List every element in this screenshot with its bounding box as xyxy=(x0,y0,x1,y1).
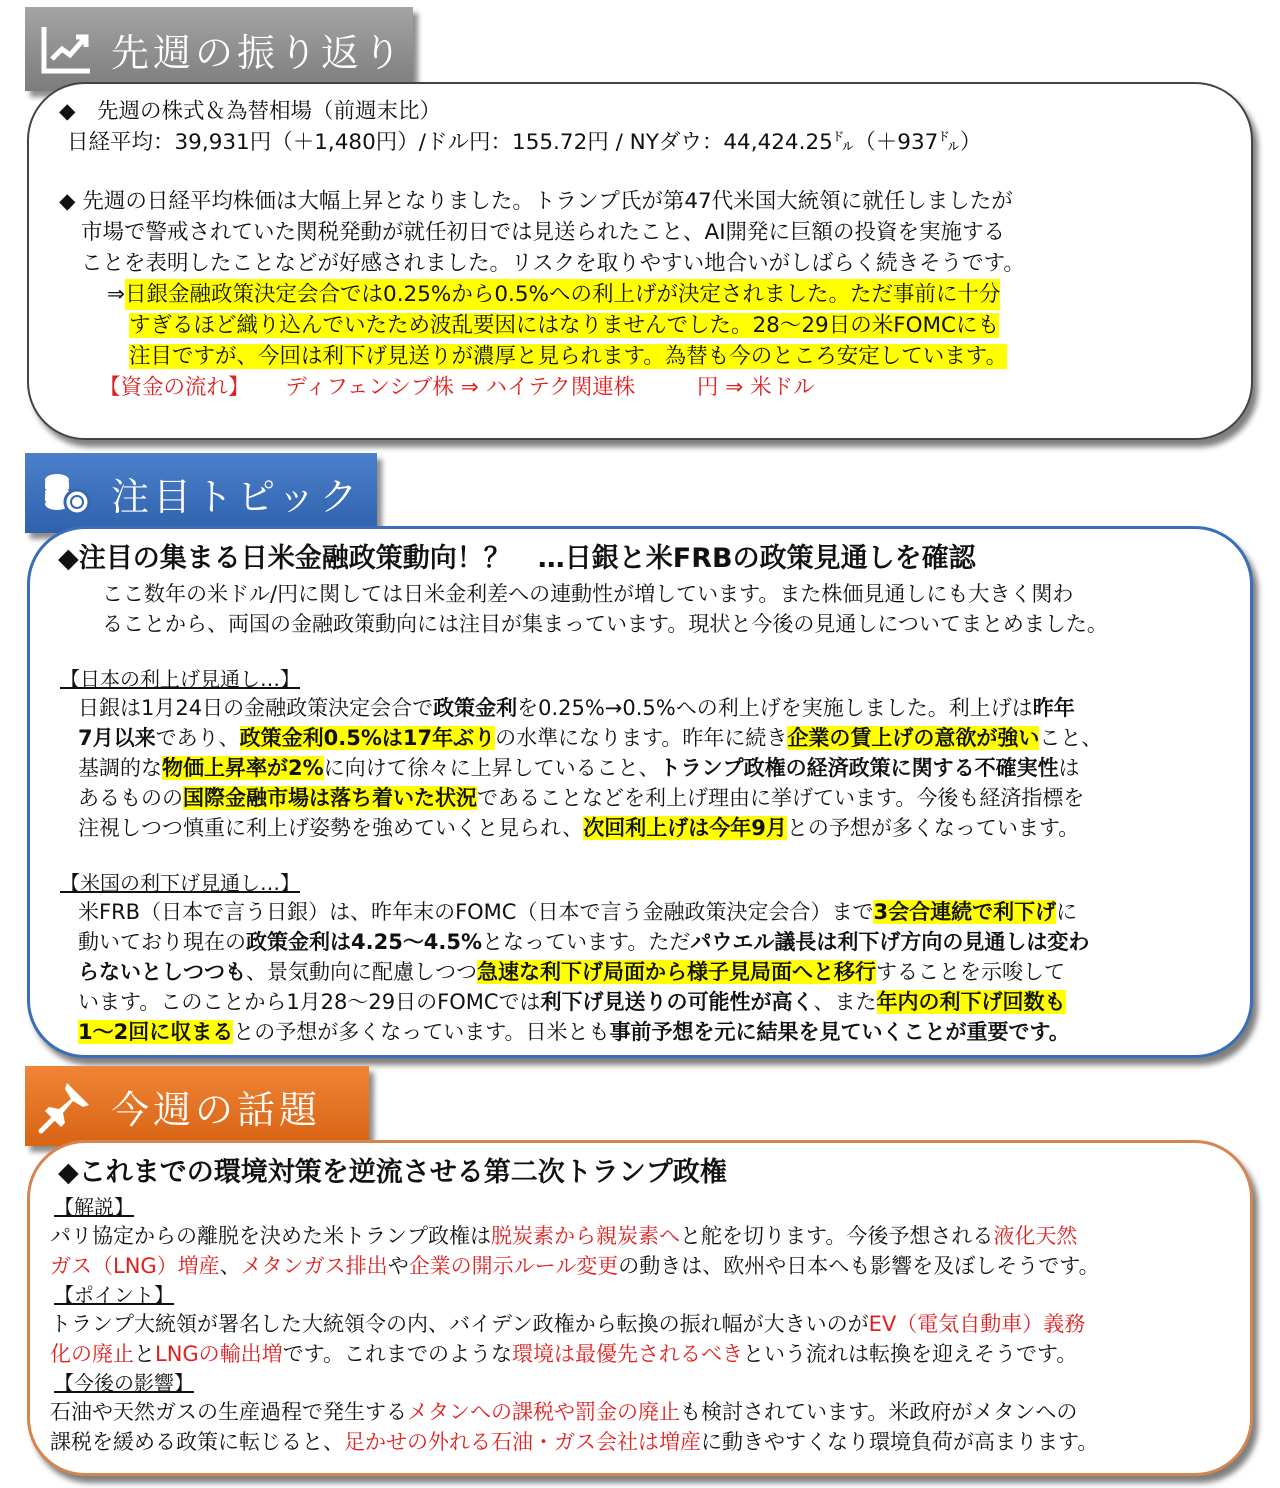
arrow-symbol: ⇒ xyxy=(107,282,126,307)
review-text-1: ◆ 先週の日経平均株価は大幅上昇となりました。トランプ氏が第47代米国大統領に就任しましたが xyxy=(59,189,1013,214)
us-text: に xyxy=(1056,900,1078,924)
topic-heading: ◆注目の集まる日米金融政策動向！？ …日銀と米FRBの政策見通しを確認 xyxy=(58,543,976,574)
us-text: 、また xyxy=(813,990,877,1014)
jp-highlight: 国際金融市場は落ち着いた状況 xyxy=(183,786,477,810)
jp-text: こと、 xyxy=(1039,726,1103,750)
boj-text-1: 日銀金融政策決定会合では0.25%から0.5%への利上げが決定されました。ただ事前に十分 xyxy=(125,279,1000,310)
jp-text: を0.25%→0.5%への利上げを実施しました。利上げは xyxy=(517,696,1033,720)
jp-highlight: 物価上昇率が2% xyxy=(162,756,324,780)
impact-text: 課税を緩める政策に転じると、 xyxy=(50,1430,344,1454)
point-red: 環境は最優先されるべき xyxy=(512,1342,744,1366)
us-text: パウエル議長は利下げ方向の見通しは変わ xyxy=(690,930,1090,954)
section-tab-weekly-review xyxy=(25,7,413,91)
point-red: 化の廃止 xyxy=(50,1342,134,1366)
us-text: います。このことから1月28～29日のFOMCでは xyxy=(78,990,541,1014)
us-highlight: 急速な利下げ局面から様子見局面へと移行 xyxy=(477,960,876,984)
jp-text: 7月以来 xyxy=(78,726,156,750)
review-text-2: 市場で警戒されていた関税発動が就任初日では見送られたこと、AI開発に巨額の投資を実施する xyxy=(81,220,1006,245)
jp-highlight: 政策金利0.5%は17年ぶり xyxy=(239,726,496,750)
us-highlight: 1～2回に収まる xyxy=(78,1020,234,1044)
impact-red: メタンへの課税や罰金の廃止 xyxy=(407,1400,680,1424)
point-text: です。これまでのような xyxy=(282,1342,513,1366)
market-header: ◆ 先週の株式＆為替相場（前週末比） xyxy=(59,99,442,124)
jp-text: 注視しつつ慎重に利上げ姿勢を強めていくと見られ、 xyxy=(78,816,584,840)
section-tab-weekly-topic xyxy=(25,1066,369,1146)
japan-outlook-title: 【日本の利上げ見通し…】 xyxy=(60,667,300,691)
jp-text: は xyxy=(1058,756,1080,780)
us-text: らないとしつつも xyxy=(78,960,246,984)
review-text-3: ことを表明したことなどが好感されました。リスクを取りやすい地合いがしばらく続きそうです。 xyxy=(81,251,1025,276)
boj-text-3: 注目ですが、今回は利下げ見送りが濃厚と見られます。為替も今のところ安定しています。 xyxy=(129,344,1008,369)
jp-text: との予想が多くなっています。 xyxy=(786,816,1080,840)
point-red: LNGの輸出増 xyxy=(155,1342,283,1366)
jp-highlight: 企業の賃上げの意欲が強い xyxy=(787,726,1040,750)
impact-title: 【今後の影響】 xyxy=(54,1371,194,1395)
jp-text: の水準になります。昨年に続き xyxy=(495,726,788,750)
jp-text: 日銀は1月24日の金融政策決定会合で xyxy=(78,696,434,720)
section-title: 今週の話題 xyxy=(111,1087,322,1132)
us-highlight: 年内の利下げ回数も xyxy=(876,990,1066,1014)
weekly-review-box xyxy=(27,82,1253,440)
flow-currency: 円 ⇒ 米ドル xyxy=(696,375,815,400)
explanation-red: 液化天然 xyxy=(993,1224,1078,1248)
us-text: との予想が多くなっています。日米とも xyxy=(233,1020,610,1044)
explanation-red: 脱炭素から親炭素へ xyxy=(491,1224,680,1248)
explanation-text: や xyxy=(387,1254,409,1278)
point-text: という流れは転換を迎えそうです。 xyxy=(743,1342,1078,1366)
explanation-text: パリ協定からの離脱を決めた米トランプ政権は xyxy=(50,1224,491,1248)
weekly-topic-box xyxy=(27,1140,1253,1476)
us-text: 事前予想を元に結果を見ていくことが重要です。 xyxy=(609,1020,1070,1044)
us-text: 、景気動向に配慮しつつ xyxy=(246,960,477,984)
explanation-text: と舵を切ります。今後予想される xyxy=(680,1224,994,1248)
us-text: 政策金利は4.25～4.5% xyxy=(246,930,483,954)
impact-text: 石油や天然ガスの生産過程で発生する xyxy=(50,1400,407,1424)
section-title: 注目トピック xyxy=(111,474,362,519)
japan-outlook-text xyxy=(58,693,1220,843)
point-red: EV（電気自動車）義務 xyxy=(868,1312,1086,1336)
us-outlook-title: 【米国の利下げ見通し…】 xyxy=(60,871,300,895)
us-text: となっています。ただ xyxy=(482,930,691,954)
pushpin-icon xyxy=(35,1075,97,1137)
impact-red: 足かせの外れる石油・ガス会社は増産 xyxy=(344,1430,701,1454)
jp-text: トランプ政権の経済政策に関する不確実性 xyxy=(659,756,1059,780)
jp-text: であり、 xyxy=(155,726,240,750)
explanation-text: 、 xyxy=(219,1254,241,1278)
explanation-text: の動きは、欧州や日本へも影響を及ぼしそうです。 xyxy=(618,1254,1100,1278)
jp-text: 政策金利 xyxy=(433,696,518,720)
featured-topic-box xyxy=(27,526,1253,1058)
jp-text: であることなどを利上げ理由に挙げています。今後も経済指標を xyxy=(477,786,1085,810)
jp-text: 基調的な xyxy=(78,756,162,780)
impact-text: に動きやすくなり環境負荷が高まります。 xyxy=(701,1430,1099,1454)
jp-text: に向けて徐々に上昇していること、 xyxy=(323,756,660,780)
flow-label: 【資金の流れ】 xyxy=(99,375,250,400)
point-text: と xyxy=(134,1342,155,1366)
jp-highlight: 次回利上げは今年9月 xyxy=(583,816,787,840)
us-text: 利下げ見送りの可能性が高く xyxy=(540,990,814,1014)
boj-text-2: すぎるほど織り込んでいたため波乱要因にはなりませんでした。28～29日の米FOMCにも xyxy=(129,313,1000,338)
weekly-topic-heading: ◆これまでの環境対策を逆流させる第二次トランプ政権 xyxy=(58,1157,727,1188)
point-text: トランプ大統領が署名した大統領令の内、バイデン政権から転換の振れ幅が大きいのが xyxy=(50,1312,869,1336)
explanation-title: 【解説】 xyxy=(54,1195,134,1219)
topic-intro-1: ここ数年の米ドル/円に関しては日米金利差への連動性が増しています。また株価見通しにも大きく関わ xyxy=(102,582,1074,606)
us-text: することを示唆して xyxy=(876,960,1065,984)
us-text: 米FRB（日本で言う日銀）は、昨年末のFOMC（日本で言う金融政策決定会合）まで xyxy=(78,900,874,924)
trend-chart-icon xyxy=(35,18,97,80)
impact-text: も検討されています。米政府がメタンへの xyxy=(680,1400,1078,1424)
flow-stocks: ディフェンシブ株 ⇒ ハイテク関連株 xyxy=(285,375,636,400)
section-title: 先週の振り返り xyxy=(111,30,406,75)
explanation-red: 企業の開示ルール変更 xyxy=(408,1254,619,1278)
jp-text: あるものの xyxy=(78,786,183,810)
explanation-red: メタンガス排出 xyxy=(240,1254,388,1278)
jp-text: 昨年 xyxy=(1032,696,1075,720)
topic-intro-2: ることから、両国の金融政策動向には注目が集まっています。現状と今後の見通しについてまとめました。 xyxy=(102,612,1108,636)
coins-icon xyxy=(35,462,97,524)
us-outlook-text xyxy=(58,897,1220,1047)
us-highlight: 3会合連続で利下げ xyxy=(873,900,1057,924)
explanation-red: ガス（LNG）増産 xyxy=(50,1254,220,1278)
market-summary: 日経平均：39,931円（＋1,480円）/ドル円：155.72円 / NYダウ：44,424.25㌦（＋937㌦） xyxy=(67,130,982,155)
us-text: 動いており現在の xyxy=(78,930,246,954)
section-tab-featured-topic xyxy=(25,453,377,533)
point-title: 【ポイント】 xyxy=(54,1283,174,1307)
